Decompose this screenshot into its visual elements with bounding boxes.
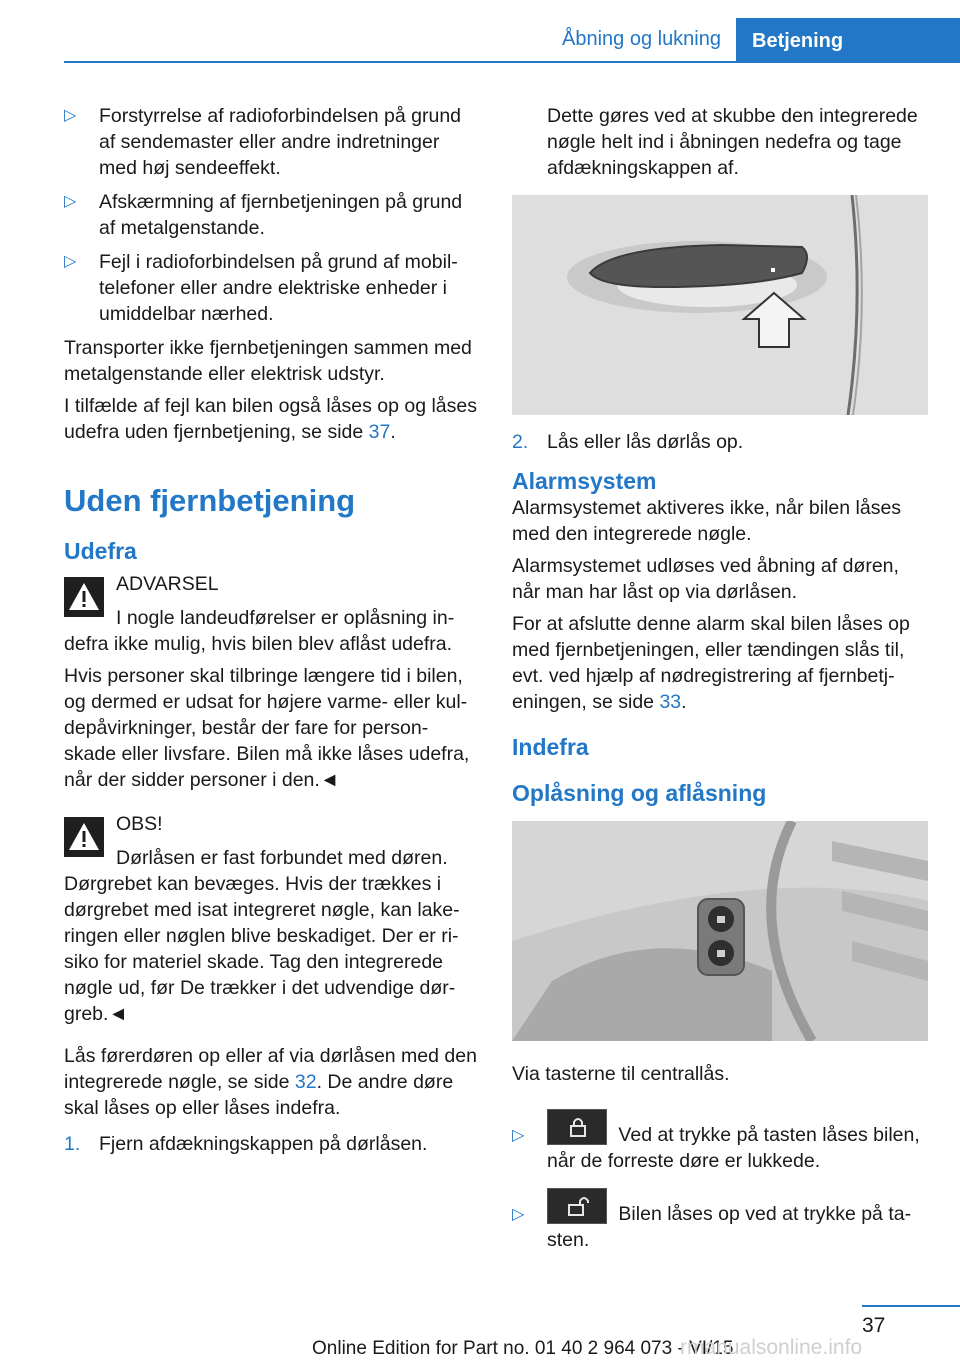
left-column xyxy=(64,103,480,1165)
lock-button-image xyxy=(547,1109,607,1145)
page-link[interactable]: 32 xyxy=(294,1071,317,1093)
header-rule xyxy=(64,61,960,63)
bullet-text: Ved at trykke på tasten låses bilen, når de forreste døre er lukkede. xyxy=(547,1124,920,1172)
notice-text: Dørgrebet kan bevæges. Hvis der trækkes i dørgrebet med isat integreret nøgle, kan lake‐ringen eller nøglen blive beskadiget. Der er ri‐siko for materiel skade. Tag den integrerede nøgle ud, før De trækker i det udvendige dør‐greb.◄ xyxy=(64,873,460,1025)
header-chapter-tab: Betjening xyxy=(736,18,960,63)
page-header xyxy=(0,0,960,64)
subsection-heading: Indefra xyxy=(512,734,589,760)
notice-text: Dørlåsen er fast forbundet med døren. xyxy=(116,847,448,869)
step-item xyxy=(64,1131,480,1157)
paragraph: Alarmsystemet udløses ved åbning af døren, når man har låst op via dørlåsen. xyxy=(512,555,899,603)
bullet-text: Fejl i radioforbindelsen på grund af mobil‐telefoner eller andre elektriske enheder i umiddelbar nærhed. xyxy=(99,251,458,325)
edition-text: Online Edition for Part no. 01 40 2 964 073 - VI/15 xyxy=(312,1338,734,1359)
step-number: 2. xyxy=(512,431,529,453)
door-handle-image xyxy=(512,195,928,415)
image-caption: Via tasterne til centrallås. xyxy=(512,1063,730,1085)
warning-block xyxy=(64,571,480,631)
lock-icon xyxy=(566,1115,590,1139)
list-item xyxy=(64,249,480,327)
subsection-heading: Udefra xyxy=(64,538,137,564)
page-footer xyxy=(0,1300,960,1362)
paragraph: For at afslutte denne alarm skal bilen låses op med fjernbetjeningen, eller tændingen slås til, evt. ved hjælp af nødregistrering af fjernbetj‐eningen, se side 33. xyxy=(512,613,910,713)
paragraph: Lås førerdøren op eller af via dørlåsen med den integrerede nøgle, se side 32. De andre døre skal låses op eller låses indefra. xyxy=(64,1045,477,1119)
section-heading: Uden fjernbetjening xyxy=(64,483,356,518)
paragraph: Alarmsystemet aktiveres ikke, når bilen låses med den integrerede nøgle. xyxy=(512,497,902,545)
door-panel-image xyxy=(512,821,928,1041)
list-item xyxy=(512,1109,928,1174)
subsubsection-heading: Oplåsning og aflåsning xyxy=(512,780,767,806)
header-section-title: Åbning og lukning xyxy=(561,28,721,50)
notice-title: OBS! xyxy=(116,813,163,835)
page-link[interactable]: 33 xyxy=(659,691,682,713)
bullet-triangle-icon: ▷ xyxy=(512,1127,525,1144)
step-text: Lås eller lås dørlås op. xyxy=(547,431,744,453)
right-column xyxy=(512,103,928,1261)
bullet-triangle-icon: ▷ xyxy=(64,193,77,210)
list-item xyxy=(64,103,480,181)
unlock-icon xyxy=(566,1194,594,1218)
bullet-text: Afskærmning af fjernbetjeningen på grund af metalgenstande. xyxy=(99,191,463,239)
list-item xyxy=(512,1188,928,1253)
paragraph: Transporter ikke fjernbetjeningen sammen med metalgenstande eller elektrisk udstyr. xyxy=(64,337,472,385)
bullet-triangle-icon: ▷ xyxy=(512,1206,525,1223)
list-item xyxy=(64,189,480,241)
bullet-triangle-icon: ▷ xyxy=(64,253,77,270)
notice-block xyxy=(64,811,480,871)
warning-triangle-icon xyxy=(64,577,104,617)
step-item xyxy=(512,429,928,455)
page-number: 37 xyxy=(862,1314,886,1337)
warning-title: ADVARSEL xyxy=(116,573,219,595)
step-text: Fjern afdækningskappen på dørlåsen. xyxy=(99,1133,428,1155)
bullet-text: Bilen låses op ved at trykke på ta‐sten. xyxy=(547,1203,912,1251)
paragraph: I tilfælde af fejl kan bilen også låses op og låses udefra uden fjernbetjening, se side 37. xyxy=(64,395,477,443)
unlock-button-image xyxy=(547,1188,607,1224)
watermark: rmanualsonline.info xyxy=(680,1336,863,1359)
page-link[interactable]: 37 xyxy=(368,421,391,443)
footer-rule xyxy=(862,1305,960,1307)
paragraph: Dette gøres ved at skubbe den integrerede nøgle helt ind i åbningen nedefra og tage afdækningskappen af. xyxy=(547,105,918,179)
warning-paragraph: Hvis personer skal tilbringe længere tid i bilen, og dermed er udsat for højere varme- eller kul‐depåvirkninger, består der fare for person‐skade eller livsfare. Bilen må ikke låses udefra, når der sidder personer i den.◄ xyxy=(64,665,470,791)
bullet-triangle-icon: ▷ xyxy=(64,107,77,124)
subsection-heading: Alarmsystem xyxy=(512,468,657,494)
warning-triangle-icon xyxy=(64,817,104,857)
warning-text: defra ikke mulig, hvis bilen blev aflåst udefra. xyxy=(64,633,453,655)
warning-text: I nogle landeudførelser er oplåsning in‐ xyxy=(116,607,455,629)
bullet-text: Forstyrrelse af radioforbindelsen på grund af sendemaster eller andre indretninger med høj sendeeffekt. xyxy=(99,105,462,179)
step-number: 1. xyxy=(64,1133,81,1155)
